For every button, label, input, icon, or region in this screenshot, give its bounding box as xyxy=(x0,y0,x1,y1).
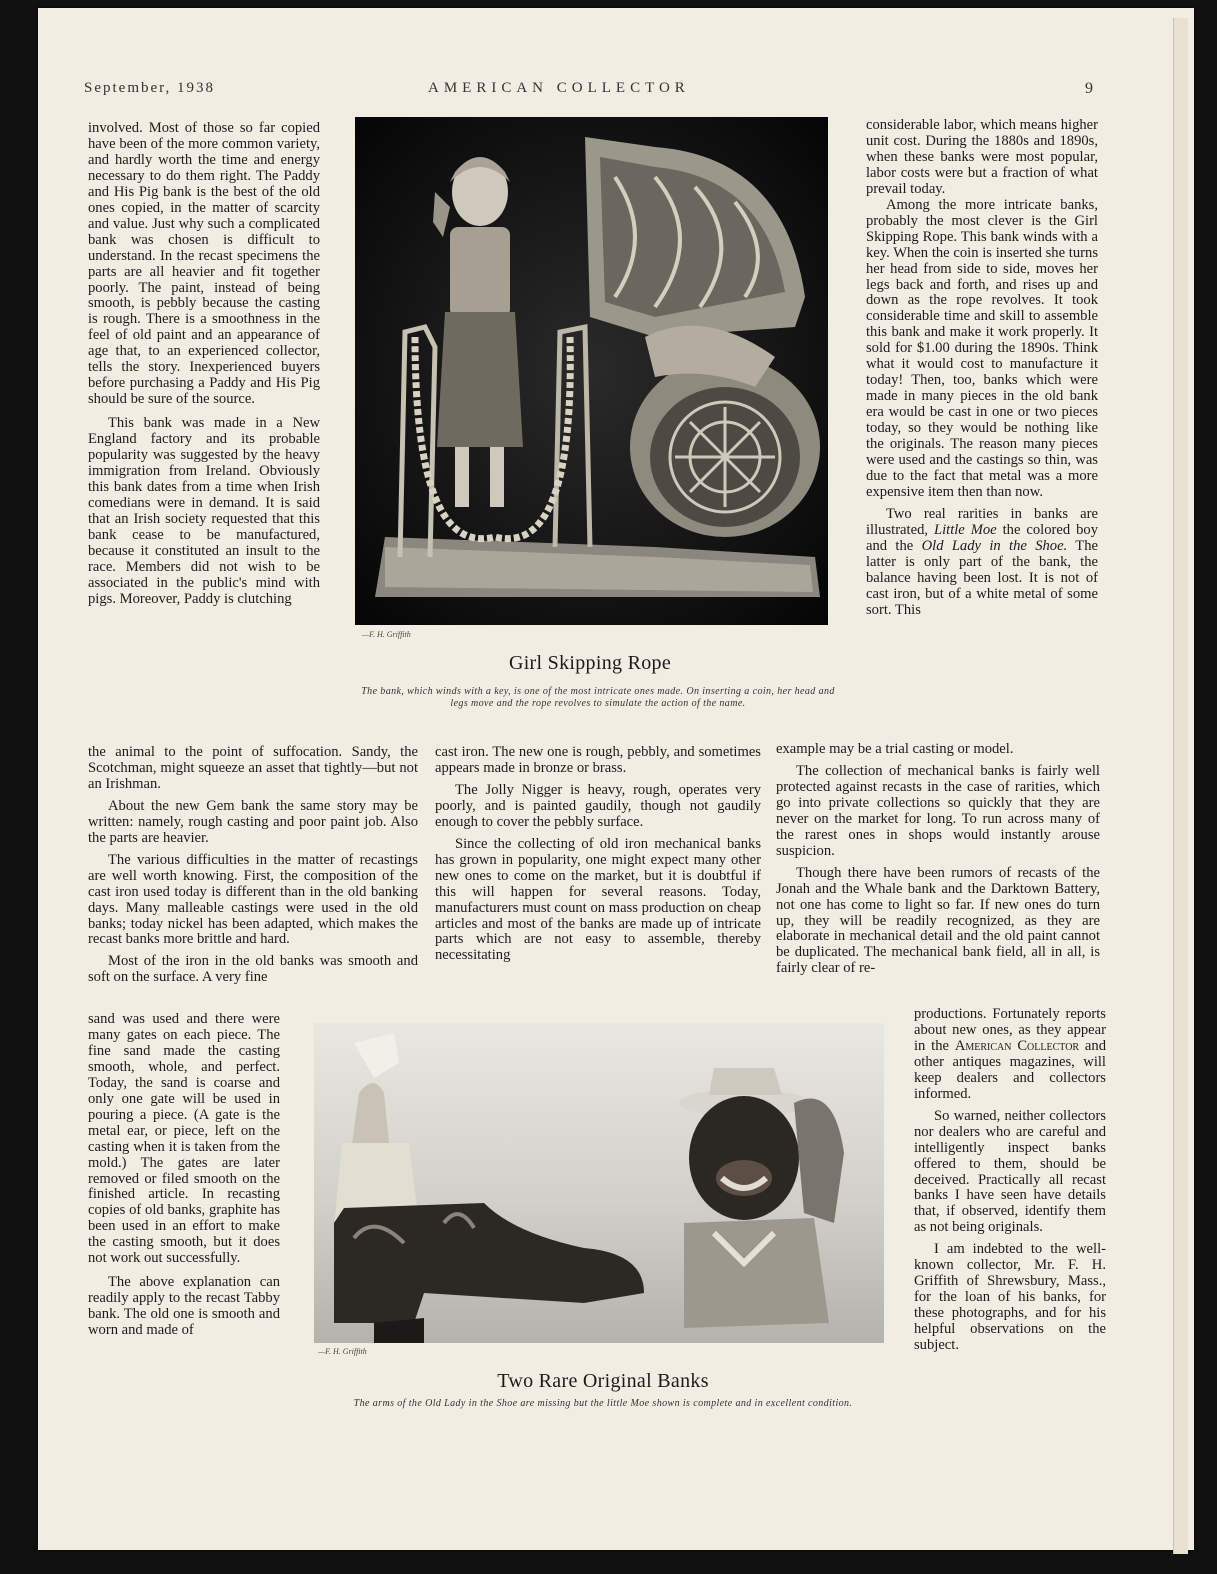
page-number: 9 xyxy=(1085,80,1095,97)
paragraph: The various difficulties in the matter of recastings are well worth knowing. First, the composition of the cast iron used today is different than in the old banking days. Many malleable castings were used in the old banks; today nickel has been adapted, which makes the recast banks more brittle and hard. xyxy=(88,851,418,948)
paragraph: The collection of mechanical banks is fairly well protected against recasts in the case of rarities, which go into private collections so quickly that they are never on the market for long. To run across many of the rarest ones in shops would instantly arouse suspicion. xyxy=(776,762,1100,859)
paragraph: I am indebted to the well-known collector, Mr. F. H. Griffith of Shrewsbury, Mass., for the loan of his banks, for these photographs, and for his helpful observations on the subject. xyxy=(914,1241,1106,1354)
figure-caption: The arms of the Old Lady in the Shoe are missing but the little Moe shown is complete and in excellent condition. xyxy=(353,1398,853,1409)
left-column-middle xyxy=(88,745,418,986)
right-column-middle xyxy=(776,742,1100,977)
figure-caption: The bank, which winds with a key, is one of the most intricate ones made. On inserting a coin, her head and legs move and the rope revolves to simulate the action of the name. xyxy=(361,686,835,709)
text-run: and other antiques magazines, will keep dealers and collectors informed. xyxy=(914,1037,1106,1102)
photo-credit: —F. H. Griffith xyxy=(318,1347,367,1356)
paragraph: sand was used and there were many gates on each piece. The fine sand made the casting smooth, whole, and perfect. Today, the sand is coarse and only one gate will be used in pouring a piece. (A gate is the metal ear, or piece, left on the casting when it is taken from the mold.) The gates are later removed or filed smooth on the finished article. In recasting copies of old banks, graphite has been used in an effort to make the casting smooth, but it does not work out successfully. xyxy=(88,1011,280,1267)
text-run: The latter is only part of the bank, the balance having been lost. It is not of cast iron, but of a white metal of some sort. This xyxy=(866,537,1098,618)
paragraph: About the new Gem bank the same story may be written: namely, rough casting and poor paint job. Also the parts are heavier. xyxy=(88,797,418,846)
paragraph xyxy=(914,1007,1106,1103)
left-column-bottom xyxy=(88,1012,280,1339)
paragraph: Since the collecting of old iron mechanical banks has grown in popularity, one might expect many other new ones to come on the market, but it is doubtful if this will happen for several reasons. Today, manufacturers must count on mass production on cheap articles and most of the banks are made up of intricate parts which are not easy to assemble, thereby necessitating xyxy=(435,835,761,964)
paragraph: Though there have been rumors of recasts of the Jonah and the Whale bank and the Darktown Battery, not one has come to light so far. If new ones do turn up, they will be readily recognized, as they are elaborate in mechanical detail and the old paint cannot be duplicated. The mechanical bank field, all in all, is fairly clear of re- xyxy=(776,864,1100,977)
publication-title: AMERICAN COLLECTOR xyxy=(428,80,690,96)
right-column-bottom xyxy=(914,1007,1106,1354)
girl-skipping-rope-photo xyxy=(355,117,828,625)
text-run: the colored boy and the xyxy=(866,521,1098,554)
paragraph: involved. Most of those so far copied have been of the more common variety, and hardly worth the time and energy necessary to do them right. The Paddy and His Pig bank is the best of the old ones copied, in the matter of scarcity and value. Just why such a complicated bank was chosen is difficult to understand. In the recast specimens the parts are all heavier and fit together poorly. The paint, instead of being smooth, is pebbly because the casting is rough. There is a smoothness in the feel of old paint and an appearance of age that, to an experienced collector, tells the story. Inexperienced buyers before purchasing a Paddy and His Pig should be sure of the source. xyxy=(88,120,320,408)
paragraph: the animal to the point of suffocation. Sandy, the Scotchman, might squeeze an asset that tightly—but not an Irishman. xyxy=(88,744,418,792)
paragraph: The above explanation can readily apply to the recast Tabby bank. The old one is smooth and worn and made of xyxy=(88,1274,280,1339)
bank-name-little-moe: Little Moe xyxy=(933,521,997,538)
paragraph: The Jolly Nigger is heavy, rough, operates very poorly, and is painted gaudily, though not gaudily enough to cover the pebbly surface. xyxy=(435,781,761,830)
figure-title: Two Rare Original Banks xyxy=(497,1370,709,1392)
paragraph: example may be a trial casting or model. xyxy=(776,741,1014,757)
issue-date: September, 1938 xyxy=(84,80,216,96)
paragraph: Among the more intricate banks, probably the most clever is the Girl Skipping Rope. This bank winds with a key. When the coin is inserted she turns her head from side to side, moves her legs back and forth, and rises up and down as the rope revolves. It took considerable time and skill to assemble this bank and make it work properly. It sold for $1.00 during the 1890s. Think what it would cost to manufacture it today! Then, too, banks which were made in many pieces in the old bank era would be cast in one or two pieces today, so they would be nothing like the originals. The reason many pieces were used and the castings so thin, was due to the fact that metal was a more expensive item then than now. xyxy=(866,196,1098,500)
two-rare-banks-photo xyxy=(314,1023,884,1343)
paragraph: This bank was made in a New England factory and its probable popularity was suggested by the heavy immigration from Ireland. Obviously this bank dates from a time when Irish comedians were in demand. It is said that an Irish society requested that this bank cease to be manufactured, because it constituted an insult to the race. Members did not wish to be associated in the public's mind with pigs. Moreover, Paddy is clutching xyxy=(88,415,320,607)
text-run: Two real rarities in banks are illustrated, xyxy=(866,505,1098,538)
magazine-name: American Collector xyxy=(954,1037,1080,1054)
paragraph: considerable labor, which means higher unit cost. During the 1880s and 1890s, when these banks were most popular, labor costs were but a fraction of what prevail today. xyxy=(866,117,1098,197)
text-run: productions. Fortunately reports about new ones, as they appear in the xyxy=(914,1006,1106,1054)
page-edge xyxy=(1173,18,1188,1554)
middle-column xyxy=(435,745,761,964)
paragraph: cast iron. The new one is rough, pebbly, and sometimes appears made in bronze or brass. xyxy=(435,744,761,776)
paragraph xyxy=(866,507,1098,619)
photo-credit: —F. H. Griffith xyxy=(362,630,411,639)
paragraph: So warned, neither collectors nor dealers who are careful and intelligently inspect banks offered to them, should be deceived. Practically all recast banks I have seen have details that, if observed, identify them as not being originals. xyxy=(914,1107,1106,1236)
paragraph: Most of the iron in the old banks was smooth and soft on the surface. A very fine xyxy=(88,953,418,986)
right-column-top xyxy=(866,118,1098,619)
bank-name-old-lady: Old Lady in the Shoe. xyxy=(921,537,1068,554)
left-column-top xyxy=(88,121,320,608)
figure-title: Girl Skipping Rope xyxy=(508,652,672,674)
